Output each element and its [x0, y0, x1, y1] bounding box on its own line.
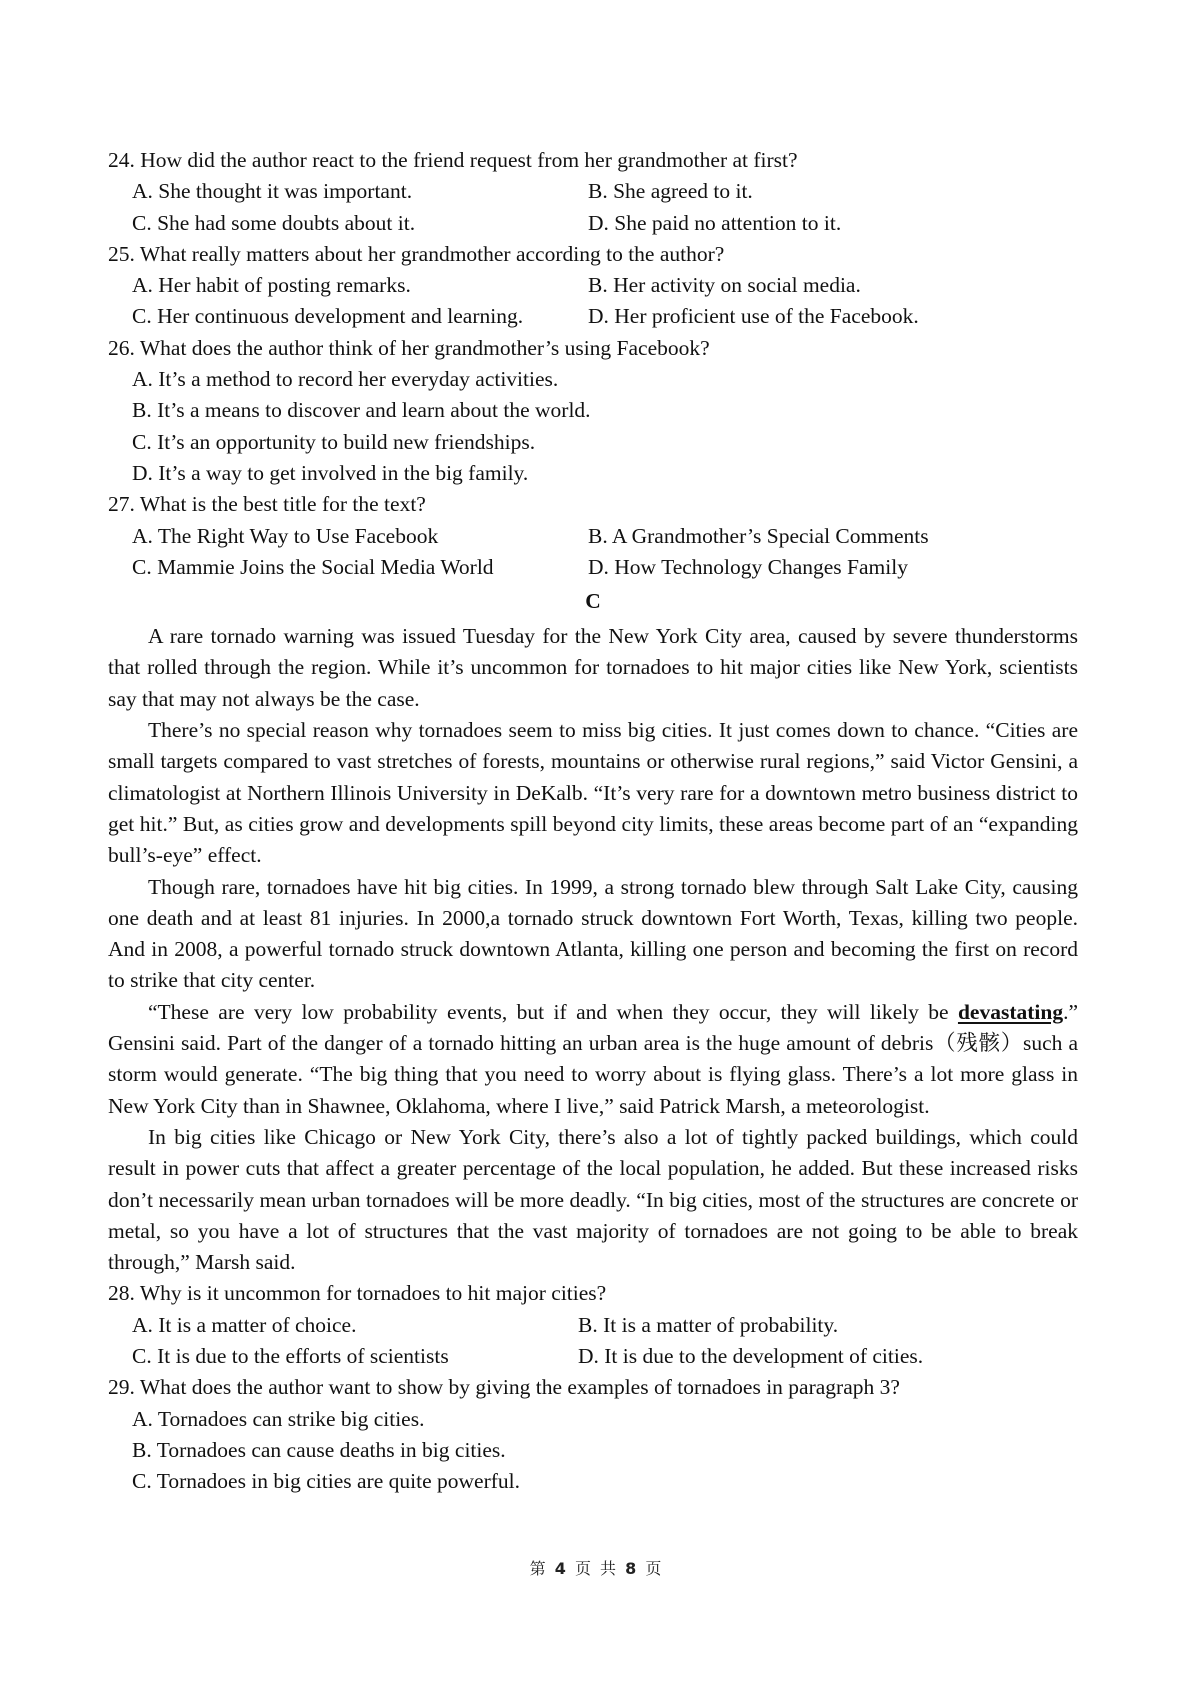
- passage-paragraph-5: In big cities like Chicago or New York City, there’s also a lot of tightly packed buildings, which could result in power cuts that affect a greater percentage of the local population, he added. But these increased risks don’t necessarily mean urban tornadoes will be more deadly. “In big cities, most of the structures are concrete or metal, so you have a lot of structures that the vast majority of tornadoes are not going to be able to break through,” Marsh said.: [108, 1124, 1078, 1275]
- footer-middle: 页 共: [574, 1559, 617, 1578]
- option-d: D. Her proficient use of the Facebook.: [588, 304, 919, 329]
- option-a: A. It’s a method to record her everyday activities.: [132, 367, 559, 392]
- section-heading: C: [585, 589, 601, 614]
- option-c: C. It’s an opportunity to build new friendships.: [132, 429, 536, 454]
- paragraph-4-end: .” Gensini said. Part of the danger of a tornado hitting an urban area is the huge amount of debris（残骸）such a storm would generate. “The big thing that you need to worry about is flying glass. There’s a lot more glass in New York City than in Shawnee, Oklahoma, where I live,” said Patrick Marsh, a meteorologist.: [108, 999, 1078, 1118]
- page-footer: [0, 1553, 1191, 1584]
- option-a: A. Tornadoes can strike big cities.: [132, 1406, 425, 1431]
- option-d: D. It is due to the development of cities.: [578, 1343, 924, 1368]
- question-stem: 29. What does the author want to show by giving the examples of tornadoes in paragraph 3?: [108, 1375, 900, 1400]
- option-b: B. A Grandmother’s Special Comments: [588, 523, 929, 548]
- passage-paragraph-4: [108, 997, 1078, 1122]
- option-c: C. She had some doubts about it.: [132, 210, 416, 235]
- question-24: [108, 145, 1078, 239]
- option-a: A. It is a matter of choice.: [132, 1312, 357, 1337]
- option-b: B. It’s a means to discover and learn about the world.: [132, 398, 591, 423]
- question-28: [108, 1278, 1078, 1372]
- option-b: B. Her activity on social media.: [588, 273, 861, 298]
- footer-prefix: 第: [529, 1559, 546, 1578]
- passage-paragraph-1: A rare tornado warning was issued Tuesday for the New York City area, caused by severe thunderstorms that rolled through the region. While it’s uncommon for tornadoes to hit major cities like New York, scientists say that may not always be the case.: [108, 624, 1078, 711]
- option-d: D. It’s a way to get involved in the big family.: [132, 460, 529, 485]
- question-stem: 25. What really matters about her grandmother according to the author?: [108, 241, 725, 266]
- option-a: A. Her habit of posting remarks.: [132, 273, 411, 298]
- exam-page-content: [108, 145, 1078, 1497]
- option-b: B. Tornadoes can cause deaths in big cities.: [132, 1437, 506, 1462]
- question-27: [108, 489, 1078, 583]
- keyword-devastating: devastating: [957, 999, 1064, 1024]
- page-number: 4: [554, 1559, 566, 1578]
- question-stem: 26. What does the author think of her grandmother’s using Facebook?: [108, 335, 710, 360]
- option-c: C. Tornadoes in big cities are quite powerful.: [132, 1469, 520, 1494]
- question-26: [108, 333, 1078, 489]
- passage-paragraph-2: There’s no special reason why tornadoes seem to miss big cities. It just comes down to chance. “Cities are small targets compared to vast stretches of forests, mountains or otherwise rural regions,” said Victor Gensini, a climatologist at Northern Illinois University in DeKalb. “It’s very rare for a downtown metro business district to get hit.” But, as cities grow and developments spill beyond city limits, these areas become part of an “expanding bull’s-eye” effect.: [108, 718, 1078, 868]
- paragraph-4-start: “These are very low probability events, but if and when they occur, they will likely be: [148, 999, 958, 1024]
- footer-suffix: 页: [645, 1559, 662, 1578]
- option-d: D. How Technology Changes Family: [588, 554, 908, 579]
- total-pages: 8: [625, 1559, 637, 1578]
- option-c: C. Her continuous development and learning.: [132, 304, 524, 329]
- option-d: D. She paid no attention to it.: [588, 210, 842, 235]
- option-c: C. It is due to the efforts of scientists: [132, 1343, 449, 1368]
- question-25: [108, 239, 1078, 333]
- question-29: [108, 1372, 1078, 1497]
- passage: [108, 621, 1078, 1278]
- question-stem: 28. Why is it uncommon for tornadoes to hit major cities?: [108, 1281, 607, 1306]
- option-a: A. She thought it was important.: [132, 179, 413, 204]
- option-b: B. She agreed to it.: [588, 179, 753, 204]
- option-b: B. It is a matter of probability.: [578, 1312, 839, 1337]
- passage-paragraph-3: Though rare, tornadoes have hit big cities. In 1999, a strong tornado blew through Salt Lake City, causing one death and at least 81 injuries. In 2000,a tornado struck downtown Fort Worth, Texas, killing two people. And in 2008, a powerful tornado struck downtown Atlanta, killing one person and becoming the first on record to strike that city center.: [108, 874, 1078, 993]
- option-c: C. Mammie Joins the Social Media World: [132, 554, 494, 579]
- option-a: A. The Right Way to Use Facebook: [132, 523, 439, 548]
- question-stem: 24. How did the author react to the friend request from her grandmother at first?: [108, 148, 798, 172]
- question-stem: 27. What is the best title for the text?: [108, 492, 426, 517]
